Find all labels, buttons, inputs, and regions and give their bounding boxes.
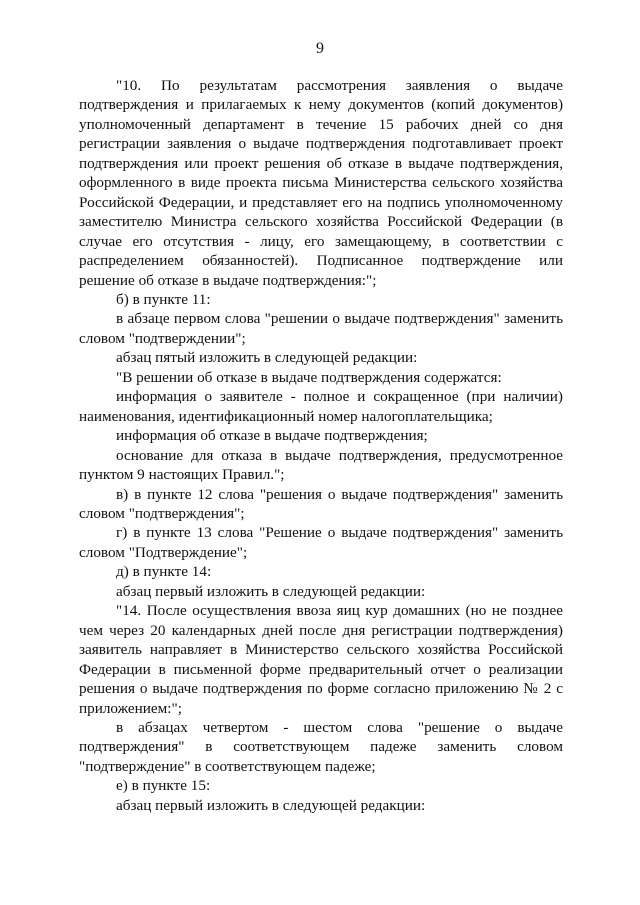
document-body xyxy=(79,76,563,815)
paragraph: основание для отказа в выдаче подтверждения, предусмотренное пунктом 9 настоящих Правил."; xyxy=(79,446,563,484)
paragraph: информация об отказе в выдаче подтверждения; xyxy=(116,427,428,445)
paragraph: информация о заявителе - полное и сокращенное (при наличии) наименования, идентификационный номер налогоплательщика; xyxy=(79,388,563,425)
paragraph: абзац первый изложить в следующей редакции: xyxy=(116,582,426,600)
paragraph-point-10: "10. По результатам рассмотрения заявления о выдаче подтверждения и прилагаемых к нему документов (копий документов) уполномоченный департамент в течение 15 рабочих дней со дня регистрации заявления о выдаче подтверждения подготавливает проект подтверждения или проект решения об отказе в выдаче подтверждения, оформленного в виде проекта письма Министерства сельского хозяйства Российской Федерации, и представляет его на подпись уполномоченному заместителю Министра сельского хозяйства Российской Федерации (в случае его отсутствия - лицу, его замещающему, в соответствии с распределением обязанностей). Подписанное подтверждение или решение об отказе в выдаче подтверждения:"; xyxy=(79,77,563,289)
paragraph: "В решении об отказе в выдаче подтверждения содержатся: xyxy=(116,368,502,386)
paragraph-subpoint-d: д) в пункте 14: xyxy=(116,563,212,581)
paragraph: в абзаце первом слова "решении о выдаче подтверждения" заменить словом "подтверждении"; xyxy=(79,310,563,347)
paragraph-subpoint-v: в) в пункте 12 слова "решения о выдаче подтверждения" заменить словом "подтверждения"; xyxy=(79,485,563,522)
paragraph-subpoint-b: б) в пункте 11: xyxy=(116,290,211,308)
paragraph-subpoint-e: е) в пункте 15: xyxy=(116,777,211,795)
paragraph: абзац пятый изложить в следующей редакции: xyxy=(116,349,418,367)
paragraph-subpoint-g: г) в пункте 13 слова "Решение о выдаче подтверждения" заменить словом "Подтверждение"; xyxy=(79,524,563,561)
page-number: 9 xyxy=(316,40,324,57)
paragraph-point-14: "14. После осуществления ввоза яиц кур домашних (но не позднее чем через 20 календарных дней после дня регистрации подтверждения) заявитель направляет в Министерство сельского хозяйства Российской Федерации в письменной форме предварительный отчет о реализации решения о выдаче подтверждения по форме согласно приложению № 2 с приложением:"; xyxy=(79,602,563,717)
paragraph: в абзацах четвертом - шестом слова "решение о выдаче подтверждения" в соответствующем падеже заменить словом "подтверждение" в соответствующем падеже; xyxy=(79,718,563,775)
paragraph: абзац первый изложить в следующей редакции: xyxy=(116,796,426,814)
